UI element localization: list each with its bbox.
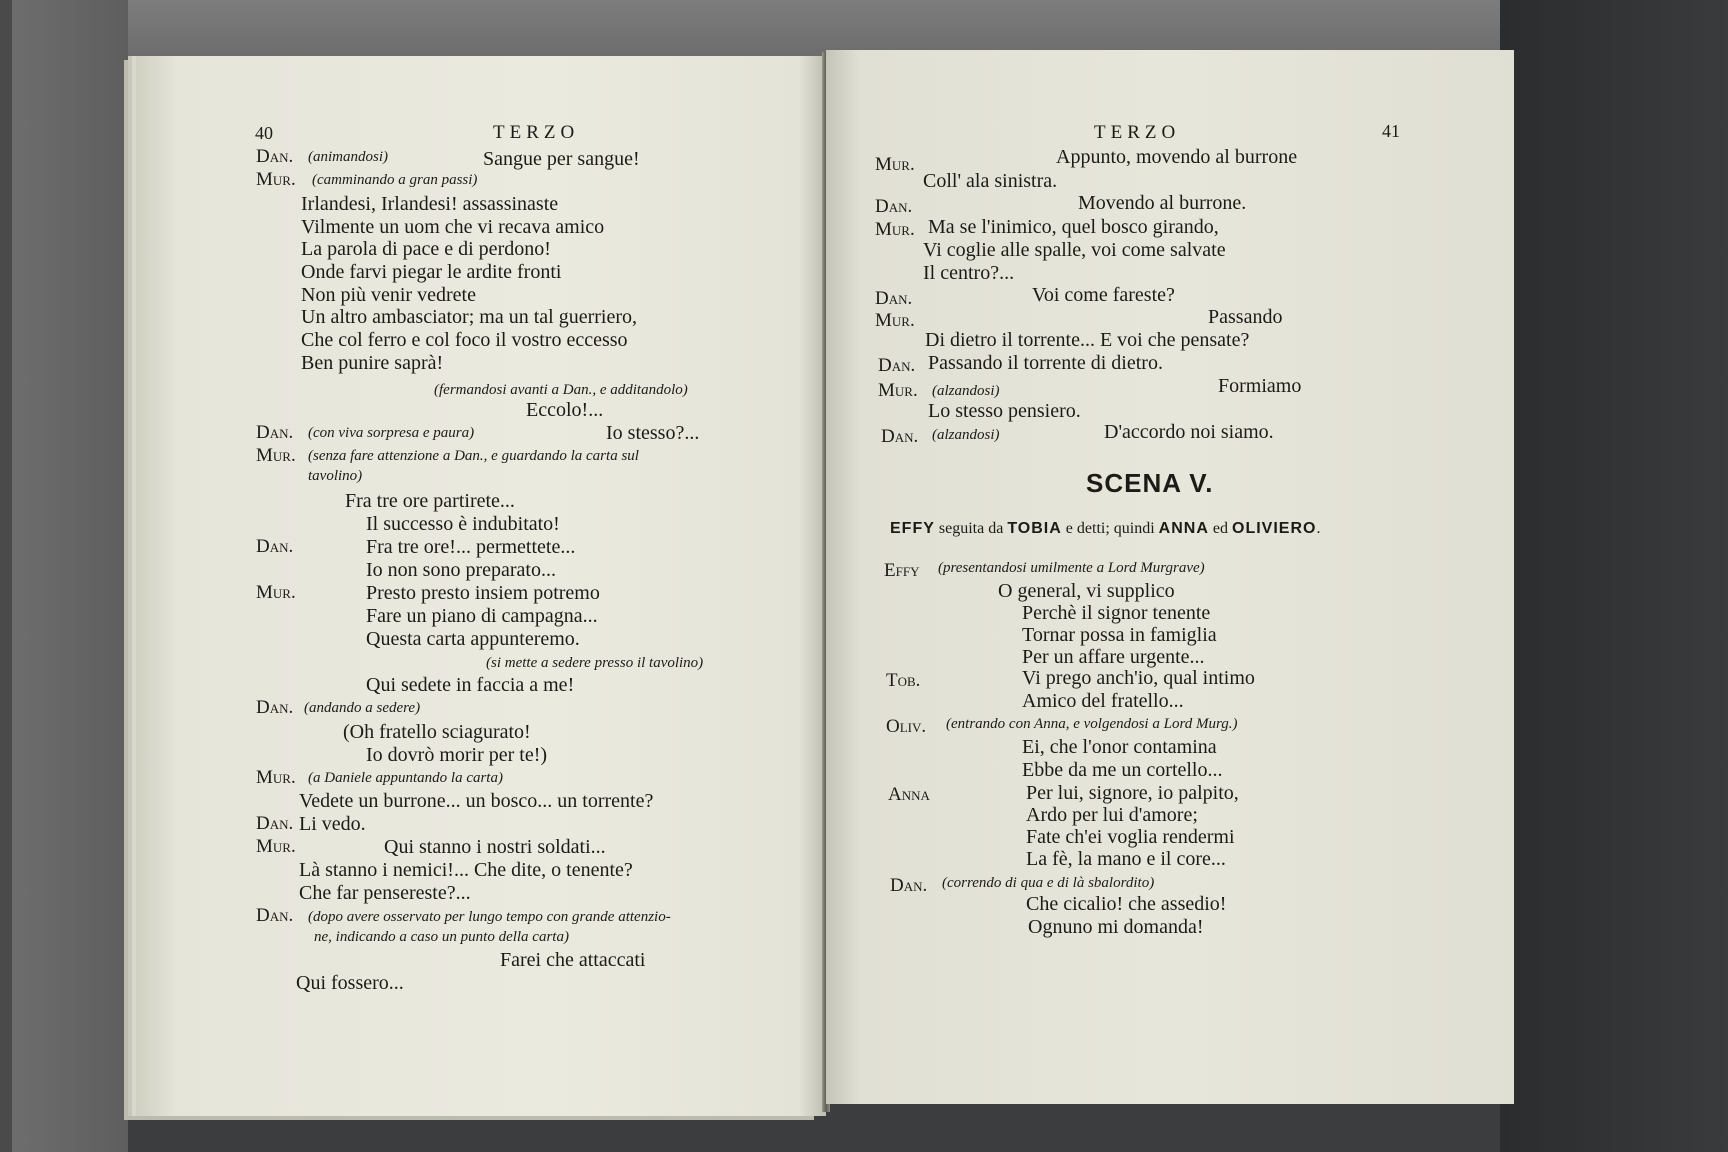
stage-direction: (fermandosi avanti a Dan., e additandolo) [434,382,688,398]
stage-direction: (alzandosi) [932,427,1000,443]
verse-line: Perchè il signor tenente [1022,602,1211,624]
verse-line: Farei che attaccati [500,949,646,971]
verse-line: Tornar possa in famiglia [1022,624,1217,646]
verse-line: Ben punire saprà! [301,352,444,374]
verse-line: Io stesso?... [606,422,700,444]
verse-line: Io non sono preparato... [366,559,556,581]
verse-line: Amico del fratello... [1022,690,1184,712]
verse-line: Onde farvi piegar le ardite fronti [301,261,562,283]
verse-line: Per lui, signore, io palpito, [1026,782,1239,804]
verse-line: (Oh fratello sciagurato! [343,721,531,743]
cast-connector: seguita da [938,520,1004,537]
verse-line: Eccolo!... [526,399,604,421]
speaker: Dan. [875,288,913,309]
verse-line: Questa carta appunteremo. [366,628,580,650]
verse-line: La fè, la mano e il core... [1026,848,1226,870]
verse-line: Presto presto insiem potremo [366,582,600,604]
speaker: Mur. [878,380,918,401]
speaker: Dan. [890,875,928,896]
verse-line: Il centro?... [923,262,1015,284]
verse-line: Che col ferro e col foco il vostro eccesso [301,329,628,351]
page-number: 41 [1382,121,1400,141]
stage-direction: (alzandosi) [932,383,1000,399]
verse-line: Movendo al burrone. [1078,192,1247,214]
speaker: Mur. [256,445,296,466]
stage-direction: tavolino) [308,468,363,484]
stage-direction: (entrando con Anna, e volgendosi a Lord Murg.) [946,716,1238,732]
running-header: TERZO [493,122,580,143]
backdrop-right [1500,0,1728,1152]
speaker: Mur. [875,154,915,175]
speaker: Mur. [256,582,296,603]
verse-line: Sangue per sangue! [483,148,640,170]
verse-line: La parola di pace e di perdono! [301,238,551,260]
verse-line: Vilmente un uom che vi recava amico [301,216,605,238]
speaker: Mur. [256,169,296,190]
stage-direction: (dopo avere osservato per lungo tempo con grande attenzio- [308,909,671,925]
verse-line: Qui sedete in faccia a me! [366,674,575,696]
cast-connector: e detti; quindi [1065,520,1155,537]
verse-line: Fra tre ore!... permettete... [366,536,576,558]
verse-line: Vi prego anch'io, qual intimo [1022,667,1255,689]
stage-direction: (a Daniele appuntando la carta) [308,770,503,786]
speaker: Effy [884,560,920,581]
speaker: Dan. [256,146,294,167]
backdrop-left [0,0,128,1152]
stage-direction: (si mette a sedere presso il tavolino) [486,655,704,671]
verse-line: Passando [1208,306,1283,328]
verse-line: Che far pensereste?... [299,882,471,904]
verse-line: Qui fossero... [296,972,404,994]
speaker: Oliv. [886,716,927,737]
verse-line: O general, vi supplico [998,580,1175,602]
verse-line: Appunto, movendo al burrone [1056,146,1298,168]
speaker: Dan. [881,426,919,447]
verse-line: Fate ch'ei voglia rendermi [1026,826,1235,848]
page-number: 40 [255,123,273,143]
speaker: Tob. [886,670,921,691]
character-name: TOBIA [1007,520,1062,537]
speaker: Anna [888,784,930,805]
speaker: Mur. [256,767,296,788]
running-header: TERZO [1094,122,1181,143]
verse-line: Vedete un burrone... un bosco... un torrente? [299,790,654,812]
character-name: EFFY [890,520,935,537]
cast-list [890,518,1320,540]
speaker: Dan. [256,697,294,718]
verse-line: Passando il torrente di dietro. [928,352,1163,374]
stage-direction: (con viva sorpresa e paura) [308,425,475,441]
verse-line: Coll' ala sinistra. [923,170,1058,192]
verse-line: Ebbe da me un cortello... [1022,759,1223,781]
verse-line: Voi come fareste? [1032,284,1175,306]
character-name: OLIVIERO [1232,520,1317,537]
verse-line: Irlandesi, Irlandesi! assassinaste [301,193,559,215]
verse-line: Là stanno i nemici!... Che dite, o tenente? [299,859,633,881]
cast-connector: ed [1212,520,1228,537]
speaker: Dan. [875,196,913,217]
verse-line: Fare un piano di campagna... [366,605,598,627]
stage-direction: (animandosi) [308,149,388,165]
speaker: Dan. [256,536,294,557]
speaker: Dan. [256,905,294,926]
cast-end: . [1316,520,1321,537]
verse-line: Per un affare urgente... [1022,646,1205,668]
character-name: ANNA [1158,520,1209,537]
verse-line: Ognuno mi domanda! [1028,916,1204,938]
verse-line: Ei, che l'onor contamina [1022,736,1217,758]
scene-title: SCENA V. [1086,468,1214,498]
verse-line: Ma se l'inimico, quel bosco girando, [928,216,1219,238]
verse-line: Un altro ambasciator; ma un tal guerriero, [301,306,637,328]
speaker: Dan. [256,422,294,443]
verse-line: Qui stanno i nostri soldati... [384,836,606,858]
stage-direction: (andando a sedere) [304,700,421,716]
stage-direction: (presentandosi umilmente a Lord Murgrave) [938,560,1205,576]
verse-line: Il successo è indubitato! [366,513,560,535]
speaker: Dan. [256,813,294,834]
verse-line: Di dietro il torrente... E voi che pensate? [925,329,1250,351]
verse-line: Che cicalio! che assedio! [1026,893,1227,915]
verse-line: Formiamo [1218,375,1302,397]
verse-line: Non più venir vedrete [301,284,476,306]
speaker: Mur. [256,836,296,857]
verse-line: Io dovrò morir per te!) [366,744,548,766]
stage-direction: (correndo di qua e di là sbalordito) [942,875,1155,891]
speaker: Mur. [875,219,915,240]
right-page [826,50,1514,1104]
speaker: Mur. [875,310,915,331]
verse-line: Li vedo. [299,813,366,835]
stage-direction: (camminando a gran passi) [312,172,478,188]
speaker: Dan. [878,355,916,376]
verse-line: Lo stesso pensiero. [928,400,1081,422]
verse-line: D'accordo noi siamo. [1104,421,1274,443]
backdrop-left-edge [0,0,12,1152]
stage-direction: ne, indicando a caso un punto della carta) [314,929,569,945]
stage-direction: (senza fare attenzione a Dan., e guardando la carta sul [308,448,639,464]
verse-line: Vi coglie alle spalle, voi come salvate [923,239,1226,261]
verse-line: Fra tre ore partirete... [345,490,515,512]
left-page [136,56,826,1116]
verse-line: Ardo per lui d'amore; [1026,804,1198,826]
